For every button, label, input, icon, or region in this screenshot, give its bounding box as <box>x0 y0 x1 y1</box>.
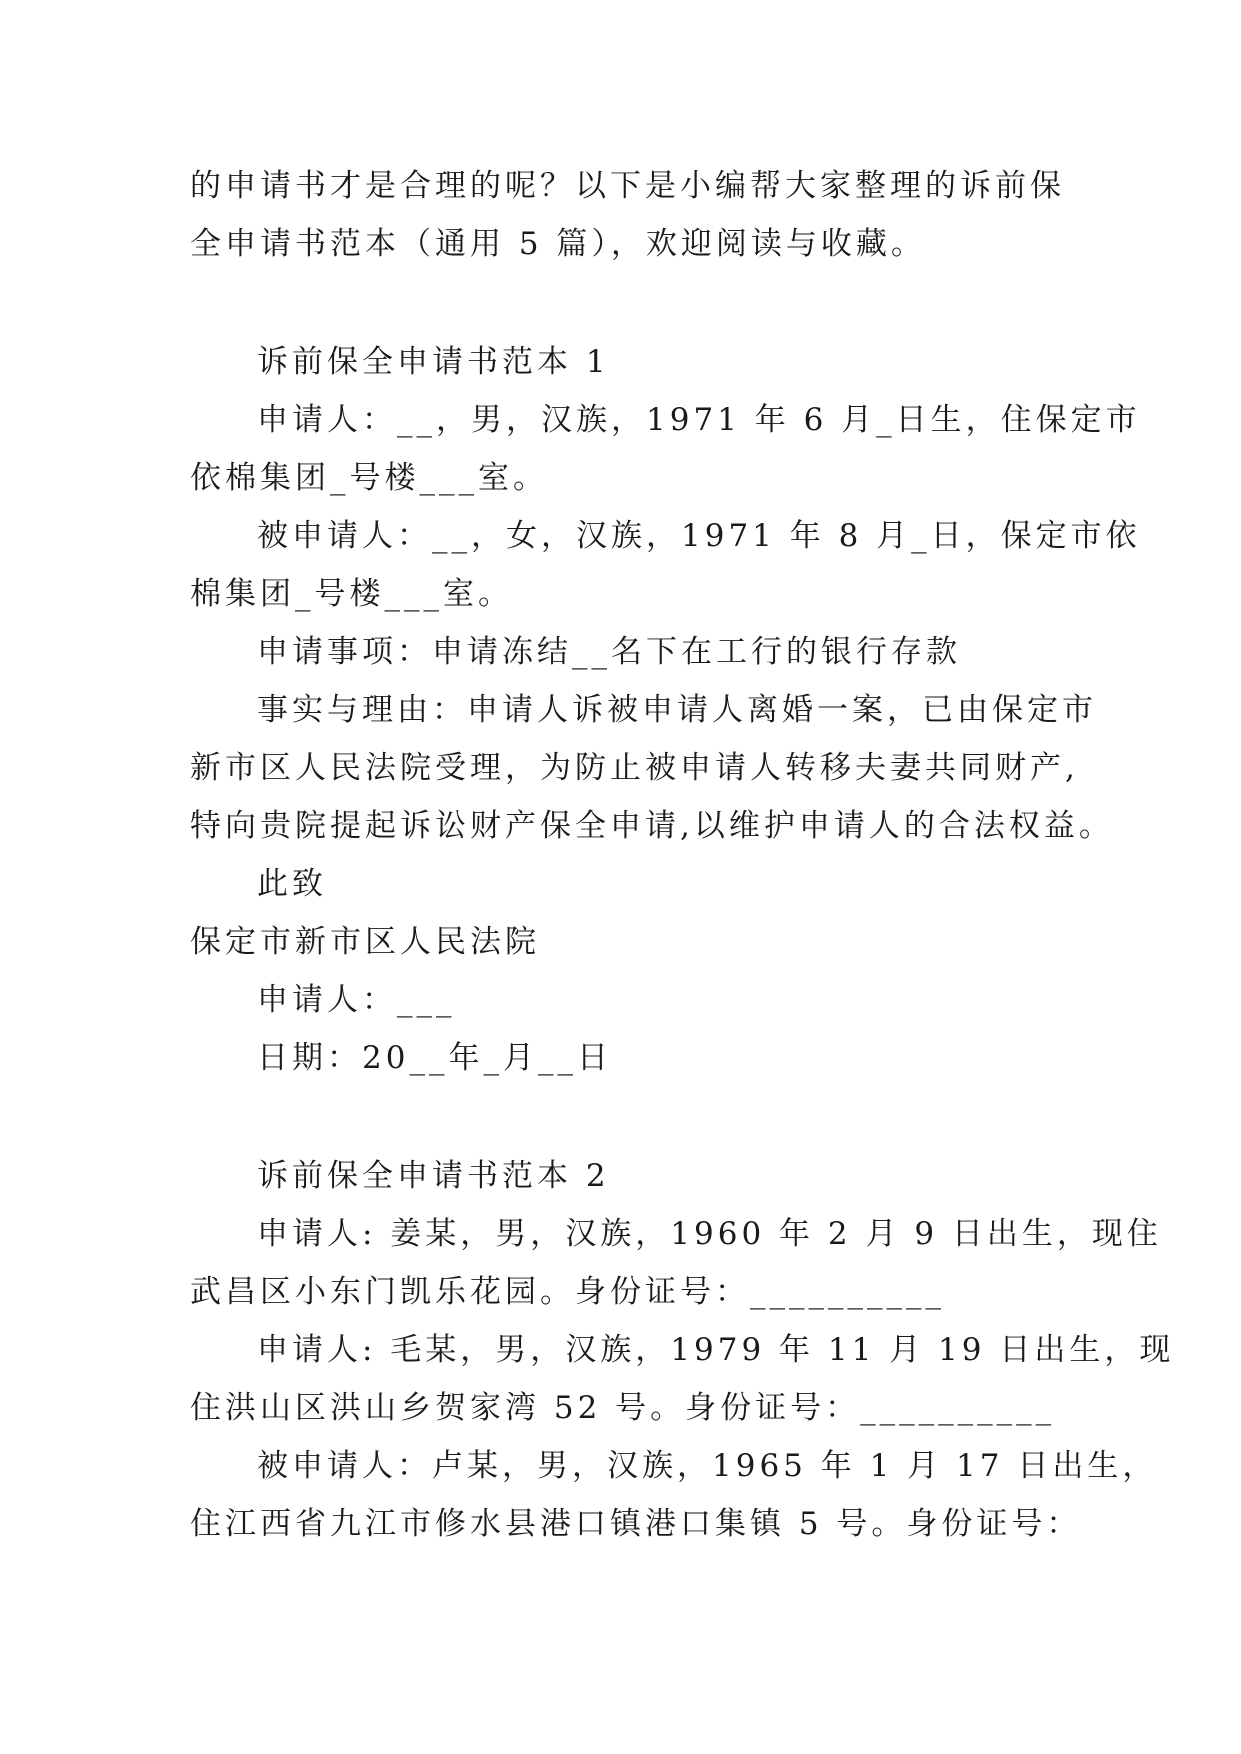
sample2-applicant2-line-2: 住洪山区洪山乡贺家湾 52 号。身份证号：__________ <box>190 1390 1056 1426</box>
sample2-heading: 诉前保全申请书范本 2 <box>257 1158 610 1194</box>
intro-line-1: 的申请书才是合理的呢？以下是小编帮大家整理的诉前保 <box>190 168 1065 204</box>
intro-line-2: 全申请书范本（通用 5 篇），欢迎阅读与收藏。 <box>190 226 926 262</box>
sample1-facts-line-2: 新市区人民法院受理，为防止被申请人转移夫妻共同财产, <box>190 750 1079 786</box>
sample1-signature: 申请人：___ <box>257 982 456 1018</box>
sample1-applicant-line-2: 依棉集团_号楼___室。 <box>190 460 548 496</box>
sample1-court: 保定市新市区人民法院 <box>190 924 540 960</box>
sample1-respondent-line-1: 被申请人：__，女，汉族，1971 年 8 月_日，保定市依 <box>257 518 1141 554</box>
sample2-respondent-line-1: 被申请人：卢某，男，汉族，1965 年 1 月 17 日出生， <box>257 1448 1158 1484</box>
sample2-applicant1-line-2: 武昌区小东门凯乐花园。身份证号：__________ <box>190 1274 945 1310</box>
sample2-respondent-line-2: 住江西省九江市修水县港口镇港口集镇 5 号。身份证号： <box>190 1506 1082 1542</box>
sample1-respondent-line-2: 棉集团_号楼___室。 <box>190 576 513 612</box>
sample1-heading: 诉前保全申请书范本 1 <box>257 344 610 380</box>
sample1-facts-line-1: 事实与理由：申请人诉被申请人离婚一案，已由保定市 <box>257 692 1097 728</box>
sample1-matter: 申请事项：申请冻结__名下在工行的银行存款 <box>257 634 961 670</box>
sample1-facts-line-3: 特向贵院提起诉讼财产保全申请,以维护申请人的合法权益。 <box>190 808 1114 844</box>
sample2-applicant1-line-1: 申请人: 姜某，男，汉族，1960 年 2 月 9 日出生，现住 <box>257 1216 1162 1252</box>
sample1-salutation: 此致 <box>257 866 327 902</box>
sample1-applicant-line-1: 申请人：__，男，汉族，1971 年 6 月_日生，住保定市 <box>257 402 1141 438</box>
sample2-applicant2-line-1: 申请人: 毛某，男，汉族，1979 年 11 月 19 日出生，现 <box>257 1332 1175 1368</box>
sample1-date: 日期：20__年_月__日 <box>257 1040 612 1076</box>
